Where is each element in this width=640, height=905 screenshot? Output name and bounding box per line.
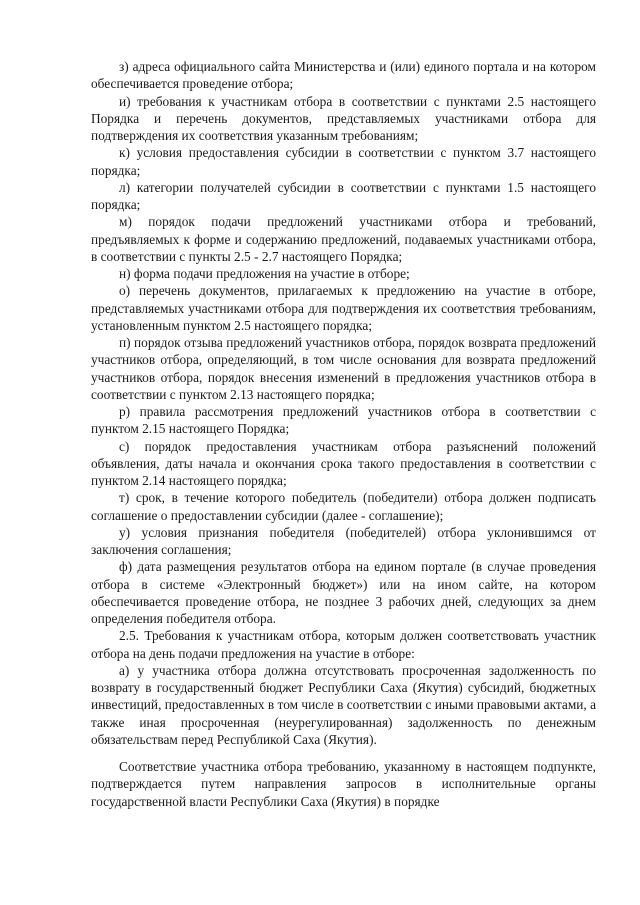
paragraph-n: н) форма подачи предложения на участие в отборе;: [119, 266, 410, 281]
paragraph-s: с) порядок предоставления участникам отбора разъяснений положений объявления, даты начала и окончания срока такого предоставления в соответствии с пунктом 2.14 настоящего порядка;: [91, 438, 596, 488]
paragraph-o: о) перечень документов, прилагаемых к предложению на участие в отборе, представляемых участниками отбора для подтверждения их соответствия требованиям, установленным пунктом 2.5 настоящего порядка;: [91, 283, 596, 333]
paragraph-z: з) адреса официального сайта Министерства и (или) единого портала и на котором обеспечивается проведение отбора;: [91, 59, 596, 92]
paragraph-m: м) порядок подачи предложений участниками отбора и требований, предъявляемых к форме и содержанию предложений, подаваемых участниками отбора, в соответствии с пункты 2.5 - 2.7 настоящего Порядка;: [91, 214, 596, 264]
paragraph-r: р) правила рассмотрения предложений участников отбора в соответствии с пунктом 2.15 настоящего Порядка;: [91, 404, 596, 437]
section-2-5-heading: 2.5. Требования к участникам отбора, которым должен соответствовать участник отбора на день подачи предложения на участие в отборе:: [91, 628, 596, 661]
paragraph-f: ф) дата размещения результатов отбора на едином портале (в случае проведения отбора в системе «Электронный бюджет») или на ином сайте, на котором обеспечивается проведение отбора, не позднее 3 рабочих дней, следующих за днем определения победителя отбора.: [91, 559, 596, 626]
paragraph-compliance: Соответствие участника отбора требованию, указанному в настоящем подпункте, подтверждается путем направления запросов в исполнительные органы государственной власти Республики Саха (Якутия) в порядке: [91, 759, 596, 809]
document-body: [91, 58, 596, 810]
paragraph-k: к) условия предоставления субсидии в соответствии с пунктом 3.7 настоящего порядка;: [91, 145, 596, 178]
paragraph-u: у) условия признания победителя (победителей) отбора уклонившимся от заключения соглашения;: [91, 524, 596, 557]
paragraph-i: и) требования к участникам отбора в соответствии с пунктами 2.5 настоящего Порядка и перечень документов, представляемых участниками отбора для подтверждения их соответствия указанным требованиям;: [91, 93, 596, 143]
paragraph-p: п) порядок отзыва предложений участников отбора, порядок возврата предложений участников отбора, определяющий, в том числе основания для возврата предложений участников отбора, порядок внесения изменений в предложения участников отбора в соответствии с пунктом 2.13 настоящего порядка;: [91, 335, 596, 402]
paragraph-l: л) категории получателей субсидии в соответствии с пунктами 1.5 настоящего порядка;: [91, 179, 596, 212]
paragraph-t: т) срок, в течение которого победитель (победители) отбора должен подписать соглашение о предоставлении субсидии (далее - соглашение);: [91, 490, 596, 523]
paragraph-a: а) у участника отбора должна отсутствовать просроченная задолженность по возврату в государственный бюджет Республики Саха (Якутия) субсидий, бюджетных инвестиций, предоставленных в том числе в соответствии с иными правовыми актами, а также иная просроченная (неурегулированная) задолженность по денежным обязательствам перед Республикой Саха (Якутия).: [91, 662, 597, 747]
